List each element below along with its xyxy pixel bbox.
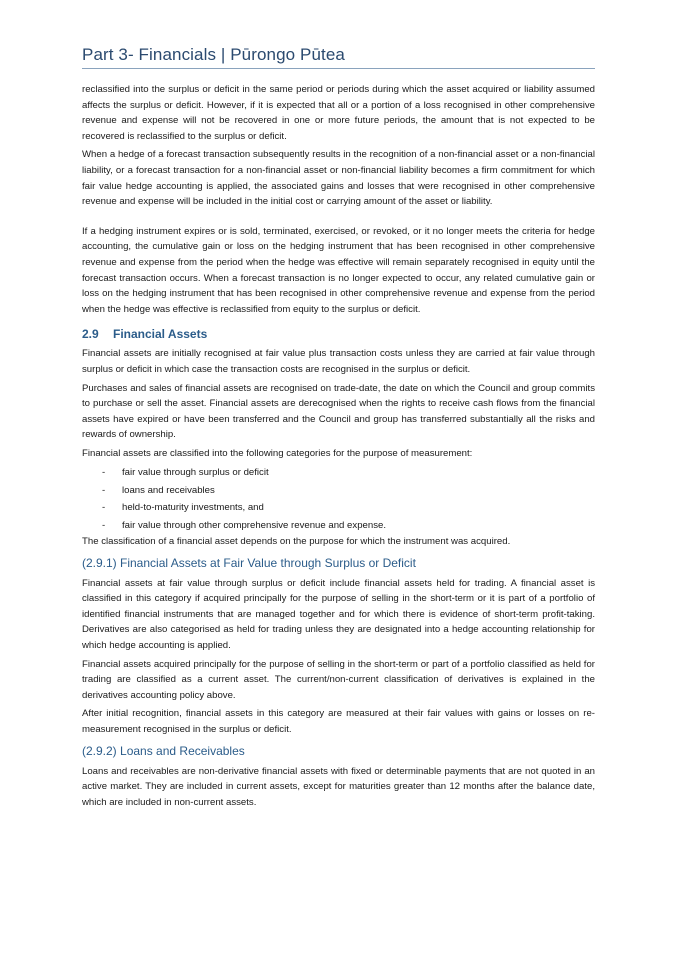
paragraph: Loans and receivables are non-derivative financial assets with fixed or determinable payments that are not quoted in an active market. They are included in current assets, except for maturities greater than 12 months after the balance date, which are included in non-current assets.	[82, 765, 595, 808]
list-item-text: loans and receivables	[122, 484, 215, 496]
paragraph: Financial assets acquired principally for the purpose of selling in the short-term or part of a portfolio classified as held for trading are classified as a current asset. The current/non-current classification of derivatives is explained in the derivatives accounting policy above.	[82, 658, 595, 701]
paragraph: Financial assets are classified into the following categories for the purpose of measurement:	[82, 447, 473, 459]
list-item-text: fair value through other comprehensive revenue and expense.	[122, 519, 386, 531]
paragraph: Financial assets at fair value through surplus or deficit include financial assets held for trading. A financial asset is classified in this category if acquired principally for the purpose of selling in the short-term or it is part of a portfolio of identified financial instruments that are managed together and for which there is evidence of short-term profit-taking. Derivatives are also categorised as held for trading unless they are designated into a hedge accounting relationship for which hedge accounting is applied.	[82, 577, 595, 652]
subsection-heading-2-9-1: (2.9.1) Financial Assets at Fair Value through Surplus or Deficit	[82, 555, 416, 570]
subsection-heading-2-9-2: (2.9.2) Loans and Receivables	[82, 743, 245, 758]
bullet-dash: -	[102, 502, 106, 514]
list-item	[82, 499, 595, 516]
bullet-dash: -	[102, 467, 106, 479]
paragraph: Purchases and sales of financial assets are recognised on trade-date, the date on which the Council and group commits to purchase or sell the asset. Financial assets are derecognised when the rights to receive cash flows from the financial assets have expired or have been transferred and the Council and group has transferred substantially all the risks and rewards of ownership.	[82, 382, 595, 441]
list-item	[82, 517, 595, 534]
section-heading-2-9	[82, 327, 595, 341]
page-header	[82, 45, 595, 69]
page-content	[82, 82, 595, 813]
list-item	[82, 464, 595, 481]
bullet-dash: -	[102, 519, 106, 531]
list-item	[82, 482, 595, 499]
paragraph: The classification of a financial asset depends on the purpose for which the instrument was acquired.	[82, 536, 511, 548]
bullet-dash: -	[102, 484, 106, 496]
page-title: Part 3- Financials | Pūrongo Pūtea	[82, 45, 345, 64]
paragraph: reclassified into the surplus or deficit in the same period or periods during which the asset acquired or liability assumed affects the surplus or deficit. However, if it is expected that all or a portion of a loss recognised in other comprehensive revenue and expense will not be recovered in one or more future periods, the amount that is not expected to be recovered is reclassified to the surplus or deficit.	[82, 84, 595, 142]
section-title: Financial Assets	[113, 327, 208, 342]
list-item-text: fair value through surplus or deficit	[122, 467, 269, 479]
paragraph: Financial assets are initially recognised at fair value plus transaction costs unless they are carried at fair value through surplus or deficit in which case the transaction costs are recognised in the surplus or deficit.	[82, 348, 595, 375]
paragraph: If a hedging instrument expires or is sold, terminated, exercised, or revoked, or it no longer meets the criteria for hedge accounting, the cumulative gain or loss on the hedging instrument that has been recognised in other comprehensive revenue and expense from the period when the hedge was effective will remain separately recognised in equity until the forecast transaction occurs. When a forecast transaction is no longer expected to occur, any related cumulative gain or loss on the hedging instrument that has been recognised in other comprehensive revenue and expense from the period when the hedge was effective is reclassified from equity to the surplus or deficit.	[82, 225, 595, 315]
paragraph: After initial recognition, financial assets in this category are measured at their fair values with gains or losses on re-measurement recognised in the surplus or deficit.	[82, 708, 595, 736]
section-number: 2.9	[82, 327, 99, 342]
paragraph: When a hedge of a forecast transaction subsequently results in the recognition of a non-financial asset or a non-financial liability, or a forecast transaction for a non-financial asset or non-financial liability becomes a firm commitment for which fair value hedge accounting is applied, the associated gains and losses that were recognised in other comprehensive revenue and expense will be included in the initial cost or carrying amount of the asset or liability.	[82, 149, 595, 208]
list-item-text: held-to-maturity investments, and	[122, 502, 264, 514]
category-list	[82, 464, 595, 534]
